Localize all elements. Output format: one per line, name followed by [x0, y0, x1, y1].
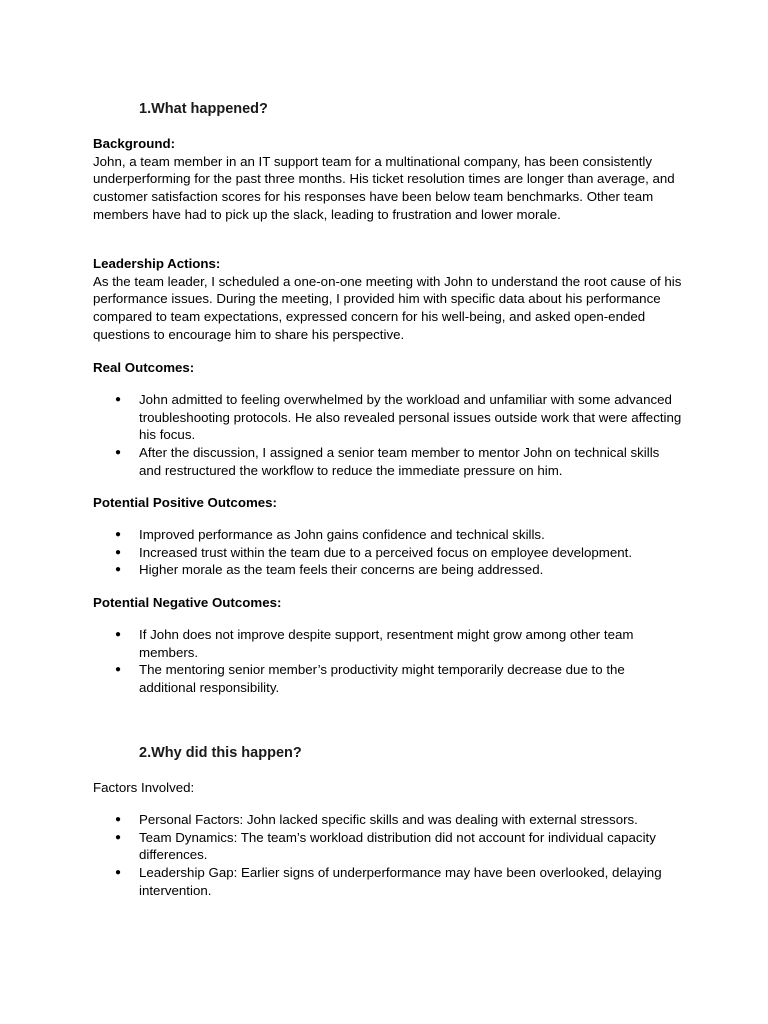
- negative-outcomes-label-text: Potential Negative Outcomes:: [93, 595, 282, 610]
- list-item: ● Increased trust within the team due to a perceived focus on employee development.: [93, 544, 683, 562]
- list-item: ● After the discussion, I assigned a senior team member to mentor John on technical skills and restructured the workflow to reduce the immediate pressure on him.: [93, 444, 683, 479]
- list-item: ● John admitted to feeling overwhelmed by the workload and unfamiliar with some advanced troubleshooting protocols. He also revealed personal issues outside work that were affecting his focus.: [93, 391, 683, 444]
- background-block: [93, 135, 683, 224]
- negative-outcomes-list: [93, 626, 683, 697]
- leadership-actions-block: [93, 255, 683, 344]
- negative-outcomes-label: [93, 594, 683, 612]
- list-item: ● Leadership Gap: Earlier signs of underperformance may have been overlooked, delaying intervention.: [93, 864, 683, 899]
- positive-outcomes-list: [93, 526, 683, 579]
- positive-outcomes-label: [93, 494, 683, 512]
- section-heading-what-happened: 1.What happened?: [139, 101, 268, 117]
- background-text: John, a team member in an IT support team for a multinational company, has been consistently underperforming for the past three months. His ticket resolution times are longer than average, and customer satisfaction scores for his responses have been below team benchmarks. Other team members have had to pick up the slack, leading to frustration and lower morale.: [93, 153, 675, 222]
- factors-label: [93, 779, 683, 797]
- positive-outcomes-label-text: Potential Positive Outcomes:: [93, 495, 277, 510]
- leadership-actions-label: Leadership Actions:: [93, 256, 221, 271]
- list-item: ● If John does not improve despite support, resentment might grow among other team members.: [93, 626, 683, 661]
- leadership-actions-text: As the team leader, I scheduled a one-on-one meeting with John to understand the root cause of his performance issues. During the meeting, I provided him with specific data about his performance compared to team expectations, expressed concern for his well-being, and asked open-ended questions to encourage him to share his perspective.: [93, 273, 682, 342]
- real-outcomes-list: [93, 391, 683, 480]
- real-outcomes-label-text: Real Outcomes:: [93, 360, 195, 375]
- factors-list: [93, 811, 683, 900]
- list-item: ● Personal Factors: John lacked specific skills and was dealing with external stressors.: [93, 811, 683, 829]
- list-item: ● Improved performance as John gains confidence and technical skills.: [93, 526, 683, 544]
- real-outcomes-label: [93, 359, 683, 377]
- list-item: ● Team Dynamics: The team’s workload distribution did not account for individual capacity differences.: [93, 829, 683, 864]
- section-heading-why-happened: 2.Why did this happen?: [139, 745, 302, 761]
- list-item: ● The mentoring senior member’s productivity might temporarily decrease due to the additional responsibility.: [93, 661, 683, 696]
- background-label: Background:: [93, 136, 176, 151]
- list-item: ● Higher morale as the team feels their concerns are being addressed.: [93, 561, 683, 579]
- factors-label-text: Factors Involved:: [93, 780, 195, 795]
